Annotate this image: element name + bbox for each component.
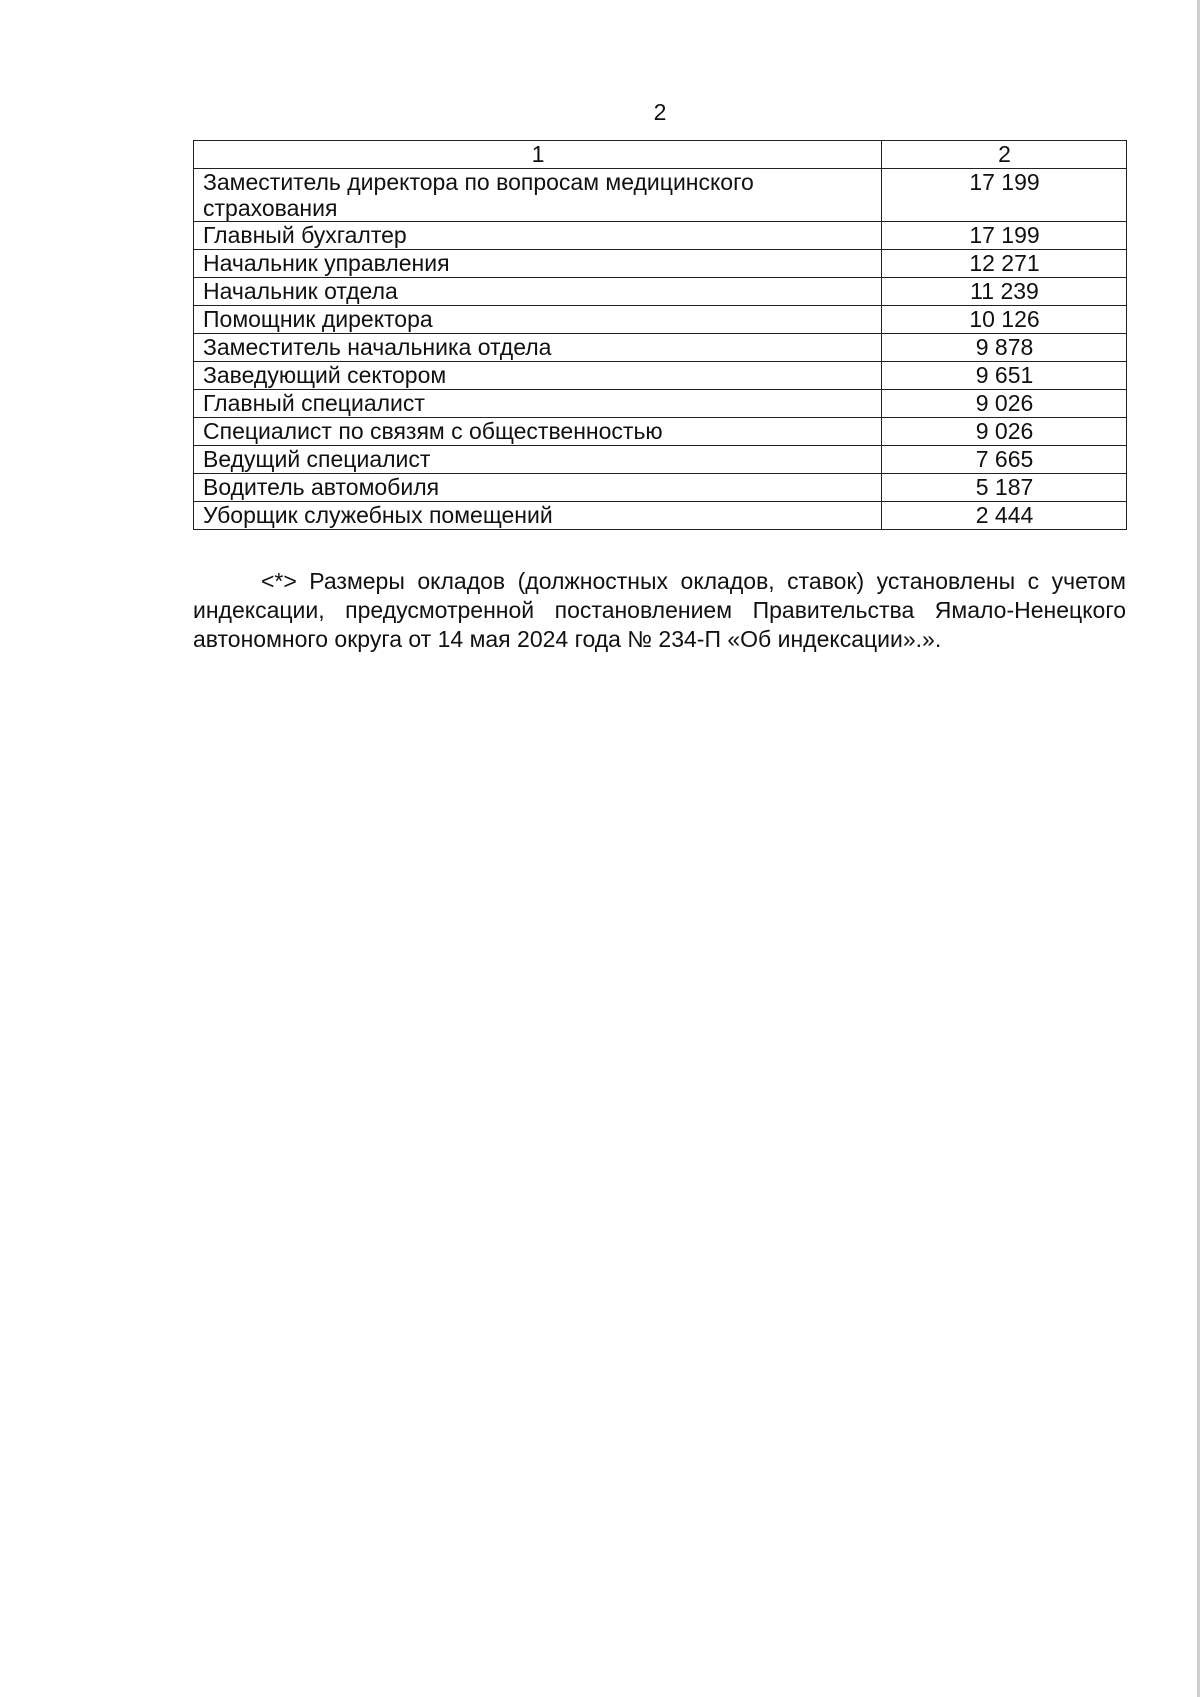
table-row <box>194 334 1127 362</box>
column-header-1: 1 <box>194 141 882 169</box>
position-cell: Заместитель директора по вопросам медицинского страхования <box>194 169 882 222</box>
position-cell: Водитель автомобиля <box>194 474 882 502</box>
position-cell: Ведущий специалист <box>194 446 882 474</box>
position-cell: Начальник отдела <box>194 278 882 306</box>
table-row <box>194 418 1127 446</box>
column-header-2: 2 <box>882 141 1127 169</box>
table-row <box>194 222 1127 250</box>
table-row <box>194 390 1127 418</box>
position-cell: Специалист по связям с общественностью <box>194 418 882 446</box>
position-cell: Заместитель начальника отдела <box>194 334 882 362</box>
footnote-text: <*> Размеры окладов (должностных окладов, ставок) установлены с учетом индексации, предусмотренной постановлением Правительства Ямало-Ненецкого автономного округа от 14 мая 2024 года № 234-П «Об индексации».». <box>193 568 1126 652</box>
table-row <box>194 502 1127 530</box>
salary-cell: 9 026 <box>882 390 1127 418</box>
salary-cell: 7 665 <box>882 446 1127 474</box>
salary-cell: 17 199 <box>882 222 1127 250</box>
table-row <box>194 169 1127 222</box>
table-row <box>194 446 1127 474</box>
position-cell: Главный специалист <box>194 390 882 418</box>
salary-cell: 5 187 <box>882 474 1127 502</box>
salary-cell: 10 126 <box>882 306 1127 334</box>
table-row <box>194 306 1127 334</box>
salary-cell: 2 444 <box>882 502 1127 530</box>
salary-cell: 9 878 <box>882 334 1127 362</box>
salary-cell: 11 239 <box>882 278 1127 306</box>
position-cell: Начальник управления <box>194 250 882 278</box>
table-row <box>194 362 1127 390</box>
position-cell: Главный бухгалтер <box>194 222 882 250</box>
table-header-row <box>194 141 1127 169</box>
salary-cell: 9 026 <box>882 418 1127 446</box>
page-number: 2 <box>653 99 667 125</box>
position-cell: Уборщик служебных помещений <box>194 502 882 530</box>
salary-cell: 9 651 <box>882 362 1127 390</box>
table-row <box>194 250 1127 278</box>
table-row <box>194 278 1127 306</box>
position-cell: Помощник директора <box>194 306 882 334</box>
salary-cell: 17 199 <box>882 169 1127 222</box>
salary-cell: 12 271 <box>882 250 1127 278</box>
table-row <box>194 474 1127 502</box>
position-cell: Заведующий сектором <box>194 362 882 390</box>
salary-table <box>193 140 1127 530</box>
